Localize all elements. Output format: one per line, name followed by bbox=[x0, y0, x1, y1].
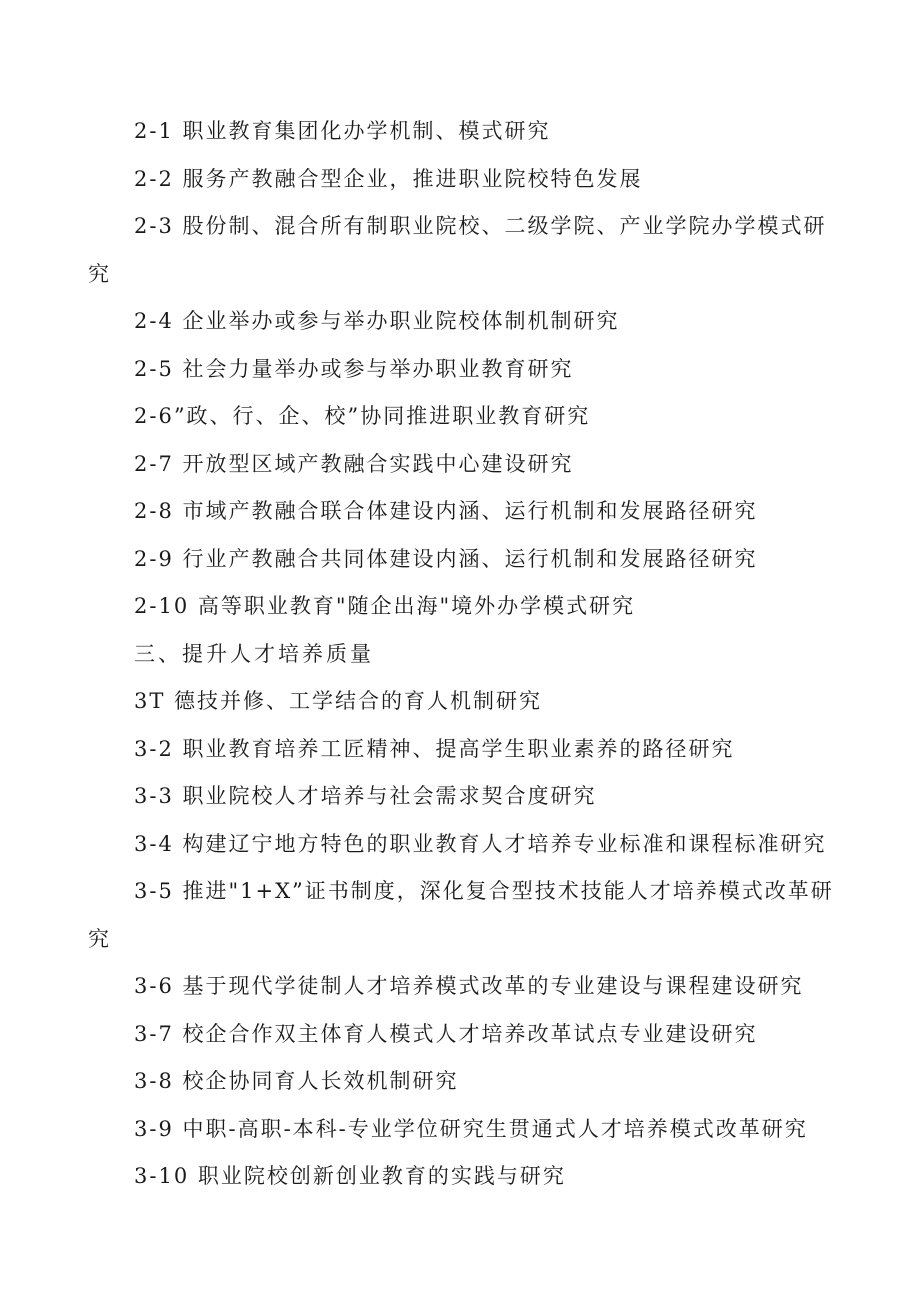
item-2-9: 2-9 行业产教融合共同体建设内涵、运行机制和发展路径研究 bbox=[134, 546, 758, 571]
item-2-7: 2-7 开放型区域产教融合实践中心建设研究 bbox=[134, 451, 574, 476]
item-3-10: 3-10 职业院校创新创业教育的实践与研究 bbox=[134, 1164, 566, 1188]
item-2-5: 2-5 社会力量举办或参与举办职业教育研究 bbox=[134, 356, 574, 381]
item-2-6: 2-6”政、行、企、校”协同推进职业教育研究 bbox=[134, 404, 591, 428]
item-2-3: 2-3 股份制、混合所有制职业院校、二级学院、产业学院办学模式研究 bbox=[88, 214, 827, 286]
item-2-10: 2-10 高等职业教育"随企出海"境外办学模式研究 bbox=[134, 594, 636, 618]
item-3-4: 3-4 构建辽宁地方特色的职业教育人才培养专业标准和课程标准研究 bbox=[134, 831, 827, 856]
item-2-8: 2-8 市域产教融合联合体建设内涵、运行机制和发展路径研究 bbox=[134, 499, 758, 523]
item-3-9: 3-9 中职-高职-本科-专业学位研究生贯通式人才培养模式改革研究 bbox=[134, 1116, 808, 1141]
item-3-7: 3-7 校企合作双主体育人模式人才培养改革试点专业建设研究 bbox=[134, 1021, 758, 1046]
section-heading-3: 三、提升人才培养质量 bbox=[134, 641, 374, 666]
item-2-4: 2-4 企业举办或参与举办职业院校体制机制研究 bbox=[134, 309, 620, 333]
document-body bbox=[88, 108, 840, 1201]
item-2-1: 2-1 职业教育集团化办学机制、模式研究 bbox=[134, 119, 551, 143]
item-3-1: 3T 德技并修、工学结合的育人机制研究 bbox=[134, 689, 543, 713]
item-3-8: 3-8 校企协同育人长效机制研究 bbox=[134, 1069, 459, 1093]
item-3-2: 3-2 职业教育培养工匠精神、提高学生职业素养的路径研究 bbox=[134, 736, 735, 761]
item-3-5: 3-5 推进"1+X”证书制度，深化复合型技术技能人才培养模式改革研究 bbox=[88, 879, 834, 951]
item-3-6: 3-6 基于现代学徒制人才培养模式改革的专业建设与课程建设研究 bbox=[134, 974, 804, 998]
item-3-3: 3-3 职业院校人才培养与社会需求契合度研究 bbox=[134, 784, 597, 808]
item-2-2: 2-2 服务产教融合型企业，推进职业院校特色发展 bbox=[134, 166, 643, 191]
